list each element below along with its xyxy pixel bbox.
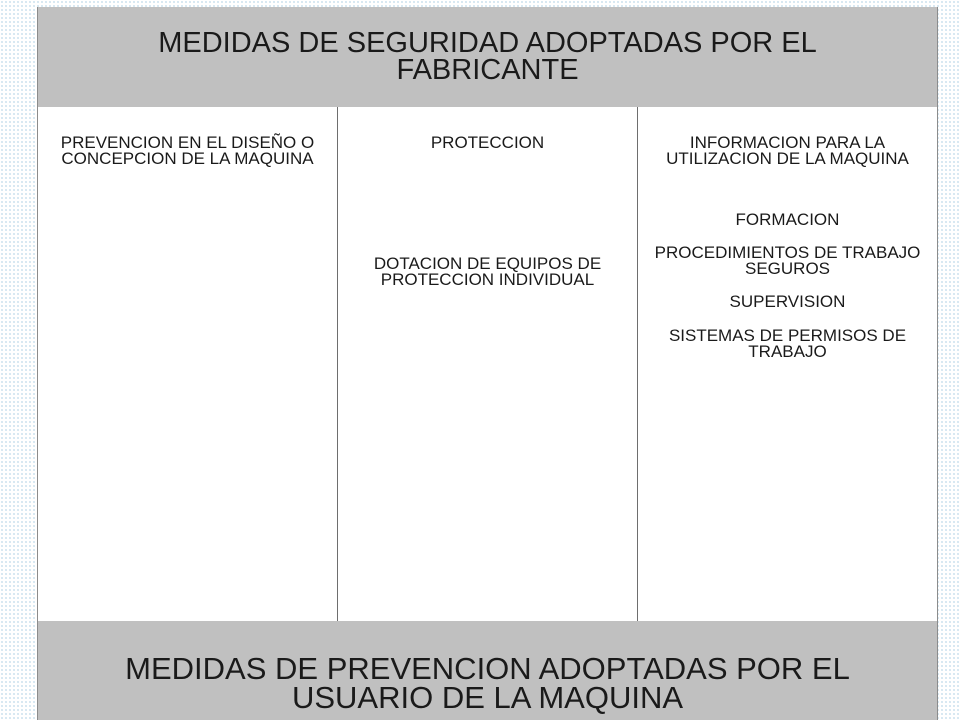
protection-equipment-text: DOTACION DE EQUIPOS DE PROTECCION INDIVIDUAL [373,254,602,290]
manufacturer-measures-band [38,7,937,107]
information-item-supervision: SUPERVISION [729,292,846,312]
protection-heading: PROTECCION [430,133,545,152]
column-information [638,107,937,621]
prevention-heading: PREVENCION EN EL DISEÑO O CONCEPCION DE LA MAQUINA [60,133,315,169]
manufacturer-measures-title: MEDIDAS DE SEGURIDAD ADOPTADAS POR EL FABRICANTE [158,27,817,86]
diagram-frame [37,7,938,720]
measures-columns [38,107,937,621]
information-item-safe-procedures: PROCEDIMIENTOS DE TRABAJO SEGUROS [654,243,921,279]
information-item-training: FORMACION [735,210,840,229]
user-measures-title: MEDIDAS DE PREVENCION ADOPTADAS POR EL USUARIO DE LA MAQUINA [125,650,850,715]
information-heading: INFORMACION PARA LA UTILIZACION DE LA MAQUINA [666,133,909,169]
column-protection [338,107,638,621]
column-prevention [38,107,338,621]
user-measures-band [38,621,937,720]
information-list [646,212,929,377]
information-item-work-permits: SISTEMAS DE PERMISOS DE TRABAJO [668,325,907,361]
